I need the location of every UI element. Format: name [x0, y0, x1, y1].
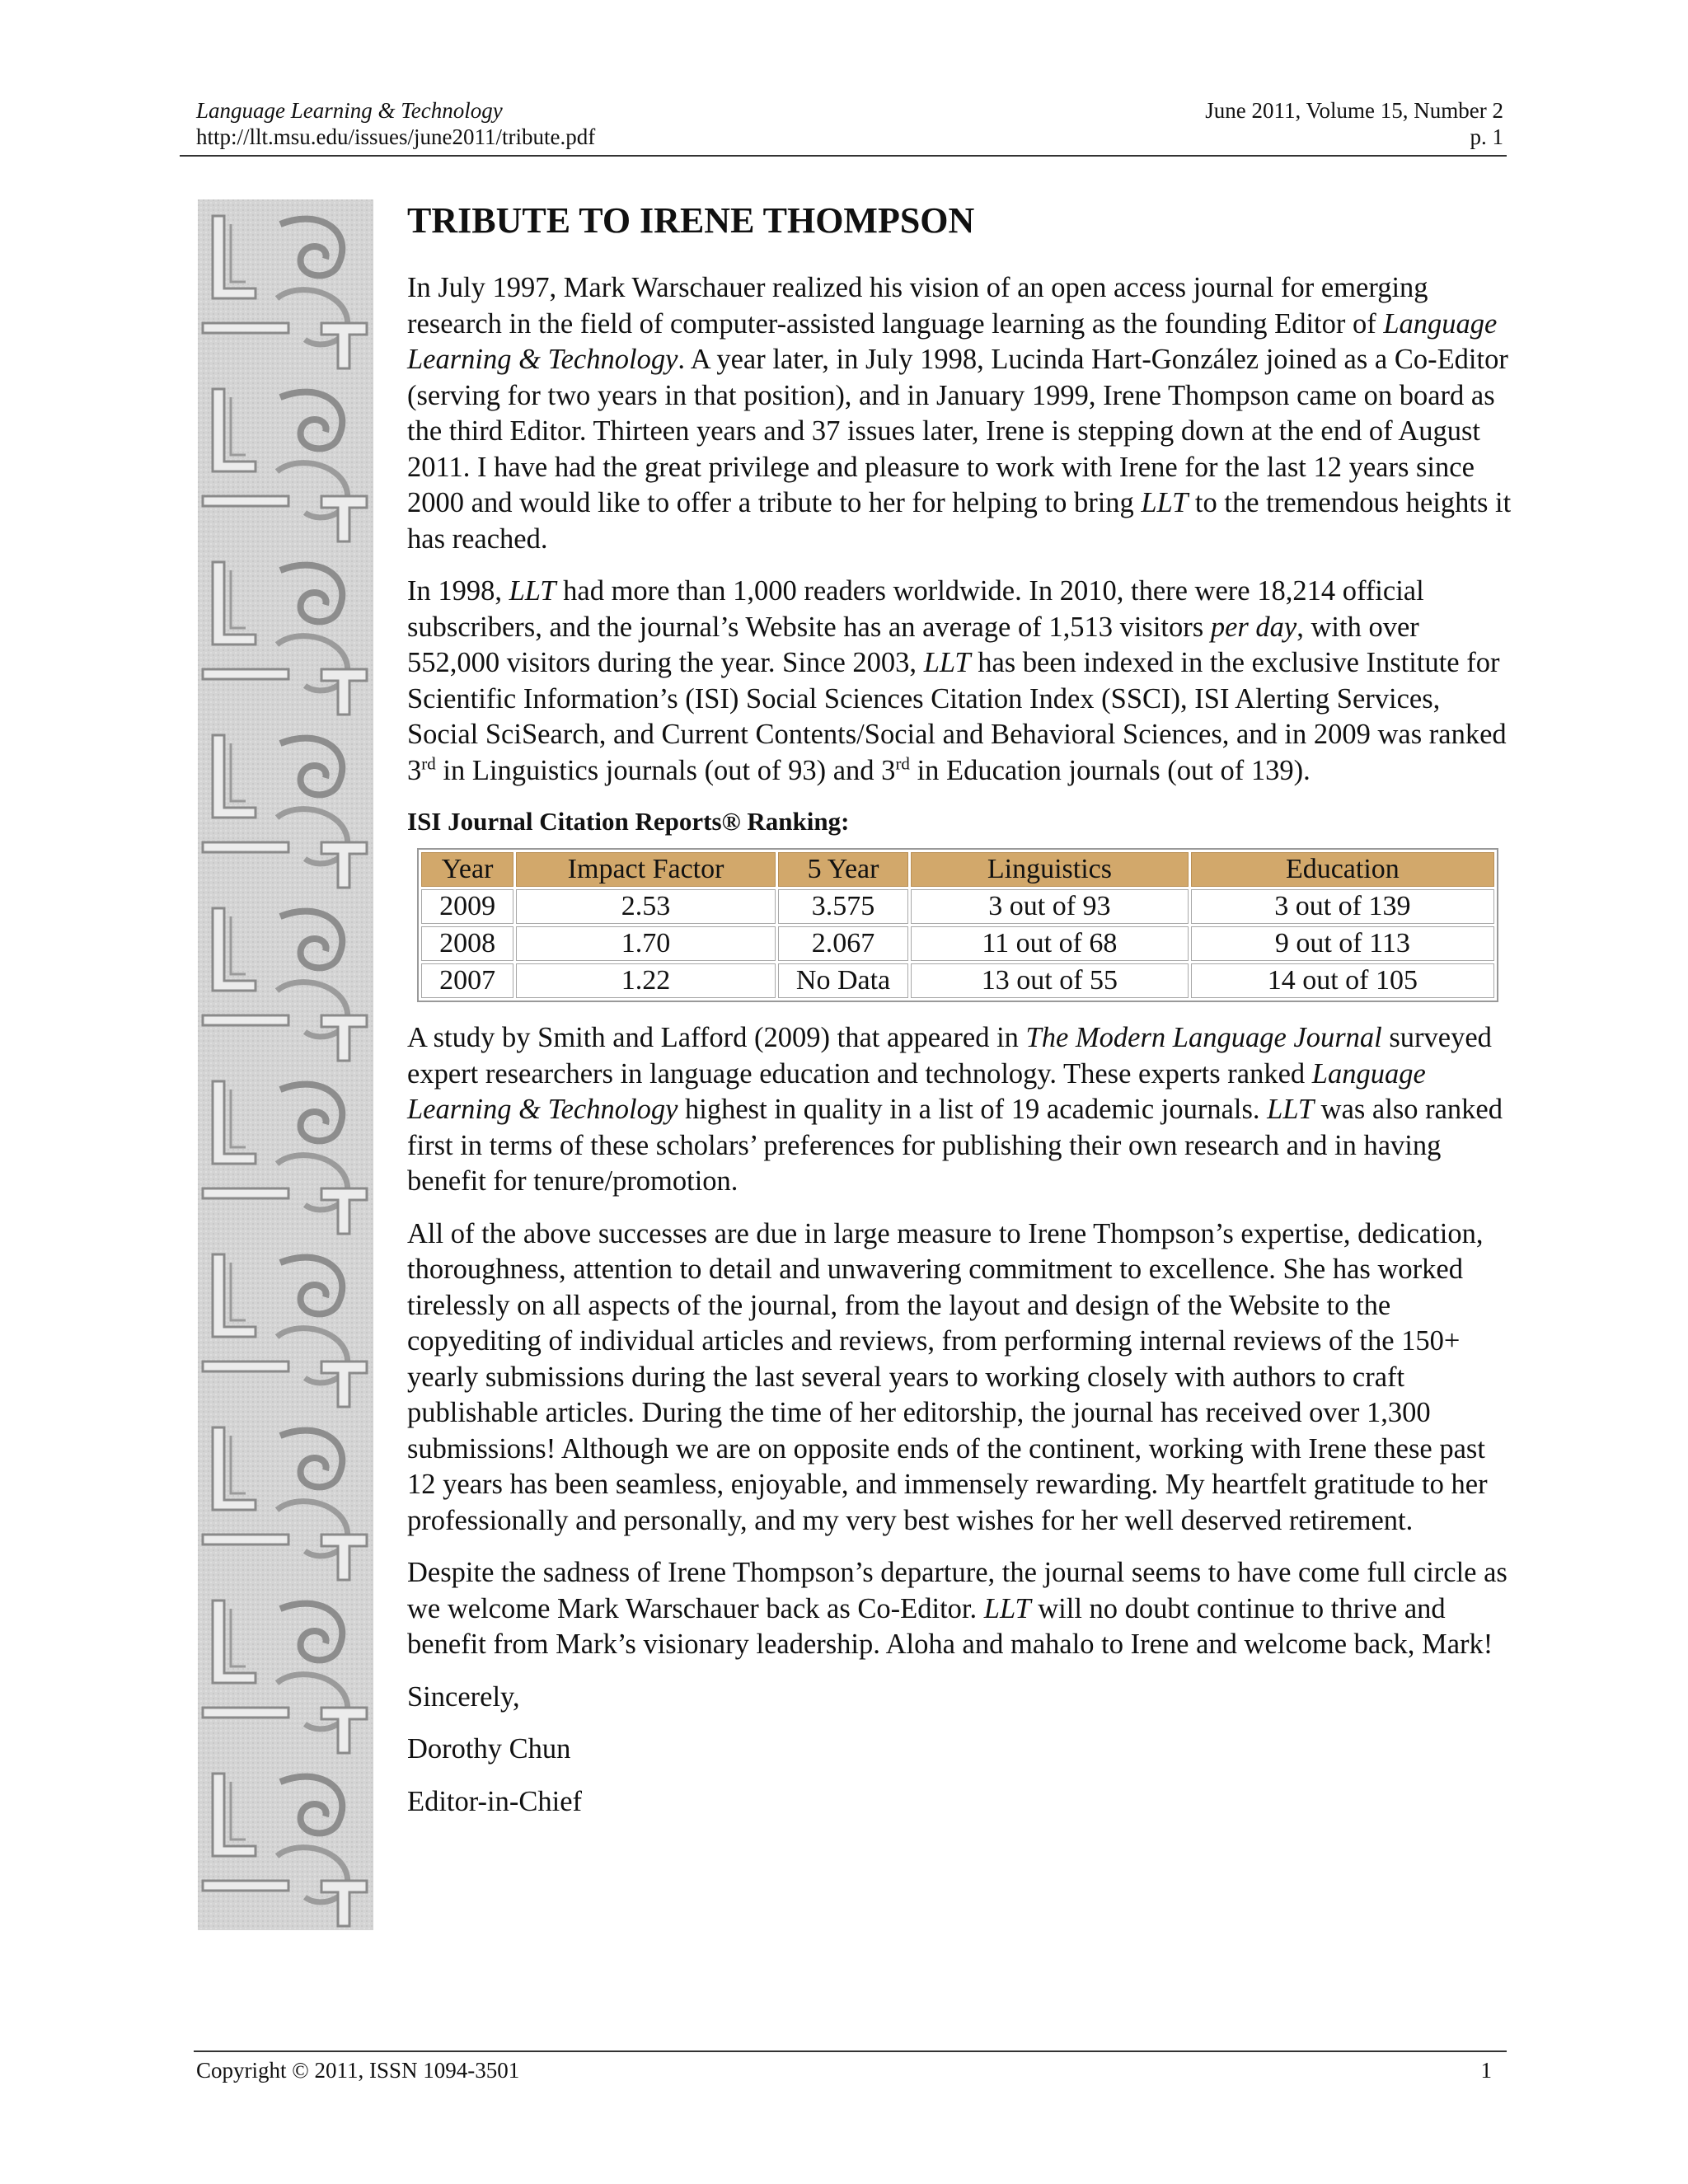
table-cell: 2008 [421, 926, 513, 961]
article-url[interactable]: http://llt.msu.edu/issues/june2011/tribute.pdf [196, 124, 596, 149]
table-cell: 3 out of 139 [1191, 889, 1494, 924]
table-cell: 13 out of 55 [911, 963, 1189, 998]
table-cell: 14 out of 105 [1191, 963, 1494, 998]
author-name: Dorothy Chun [407, 1733, 571, 1765]
header-cell: Education [1191, 852, 1494, 887]
footer [196, 2057, 1492, 2083]
table-cell: 2007 [421, 963, 513, 998]
article-title: TRIBUTE TO IRENE THOMPSON [407, 200, 975, 241]
table-row [421, 889, 1494, 924]
table-cell: 2009 [421, 889, 513, 924]
footer-page-number: 1 [1480, 2058, 1492, 2083]
table-cell: 2.067 [778, 926, 908, 961]
table-row [421, 963, 1494, 998]
table-cell: 1.70 [516, 926, 776, 961]
header-cell: Impact Factor [516, 852, 776, 887]
closing: Sincerely, [407, 1680, 520, 1713]
table-cell: 9 out of 113 [1191, 926, 1494, 961]
issue-info: June 2011, Volume 15, Number 2 [1205, 98, 1503, 123]
article-body [407, 198, 1512, 1836]
llt-pattern-image [198, 199, 373, 1930]
page-label: p. 1 [1470, 124, 1503, 149]
paragraph-gratitude: All of the above successes are due in large measure to Irene Thompson’s expertise, dedication, thoroughness, attention to detail and unwavering commitment to excellence. She has worked tirelessly on all aspects of the journal, from the layout and design of the Website to the copyediting of individual articles and reviews, from performing internal reviews of the 150+ yearly submissions during the last several years to working closely with authors to craft publishable articles. During the time of her editorship, the journal has received over 1,300 submissions! Although we are on opposite ends of the continent, working with Irene these past 12 years has been seamless, enjoyable, and immensely rewarding. My heartfelt gratitude to her professionally and personally, and my very best wishes for her well deserved retirement. [407, 1217, 1488, 1536]
signoff [407, 1680, 1512, 1821]
table-cell: 2.53 [516, 889, 776, 924]
ranking-table [417, 848, 1498, 1002]
header-cell: Linguistics [911, 852, 1189, 887]
paragraph-welcome: Despite the sadness of Irene Thompson’s departure, the journal seems to have come full circle as we welcome Mark Warschauer back as Co-Editor. LLT will no doubt continue to thrive and benefit from Mark’s visionary leadership. Aloha and mahalo to Irene and welcome back, Mark! [407, 1557, 1507, 1660]
header-cell: 5 Year [778, 852, 908, 887]
paragraph-readership: In 1998, LLT had more than 1,000 readers worldwide. In 2010, there were 18,214 official subscribers, and the journal’s Website has an average of 1,513 visitors per day, with over 552,000 visitors during the year. Since 2003, LLT has been indexed in the exclusive Institute for Scientific Information’s (ISI) Social Sciences Citation Index (SSCI), ISI Alerting Services, Social SciSearch, and Current Contents/Social and Behavioral Sciences, and in 2009 was ranked 3rd in Linguistics journals (out of 93) and 3rd in Education journals (out of 139). [407, 575, 1507, 786]
copyright: Copyright © 2011, ISSN 1094-3501 [196, 2058, 520, 2083]
llt-logo-column [198, 199, 373, 1930]
running-header-top [196, 97, 1503, 124]
table-header-row [421, 852, 1494, 887]
header-cell: Year [421, 852, 513, 887]
table-row [421, 926, 1494, 961]
paragraph-intro: In July 1997, Mark Warschauer realized his vision of an open access journal for emerging research in the field of computer-assisted language learning as the founding Editor of Language Learning & Technology. A year later, in July 1998, Lucinda Hart-González joined as a Co-Editor (serving for two years in that position), and in January 1999, Irene Thompson came on board as the third Editor. Thirteen years and 37 issues later, Irene is stepping down at the end of August 2011. I have had the great privilege and pleasure to work with Irene for the last 12 years since 2000 and would like to offer a tribute to her for helping to bring LLT to the tremendous heights it has reached. [407, 272, 1512, 555]
journal-name: Language Learning & Technology [196, 98, 503, 123]
table-caption: ISI Journal Citation Reports® Ranking: [407, 807, 850, 836]
table-cell: 1.22 [516, 963, 776, 998]
table-cell: 3.575 [778, 889, 908, 924]
table-cell: 11 out of 68 [911, 926, 1189, 961]
running-header-bottom [196, 124, 1503, 150]
table-cell: 3 out of 93 [911, 889, 1189, 924]
paragraph-study: A study by Smith and Lafford (2009) that appeared in The Modern Language Journal surveyed expert researchers in language education and technology. These experts ranked Language Learning & Technology highest in quality in a list of 19 academic journals. LLT was also ranked first in terms of these scholars’ preferences for publishing their own research and in having benefit for tenure/promotion. [407, 1022, 1503, 1197]
footer-rule [194, 2050, 1507, 2052]
table-cell: No Data [778, 963, 908, 998]
header-rule [180, 155, 1507, 157]
author-role: Editor-in-Chief [407, 1785, 583, 1817]
